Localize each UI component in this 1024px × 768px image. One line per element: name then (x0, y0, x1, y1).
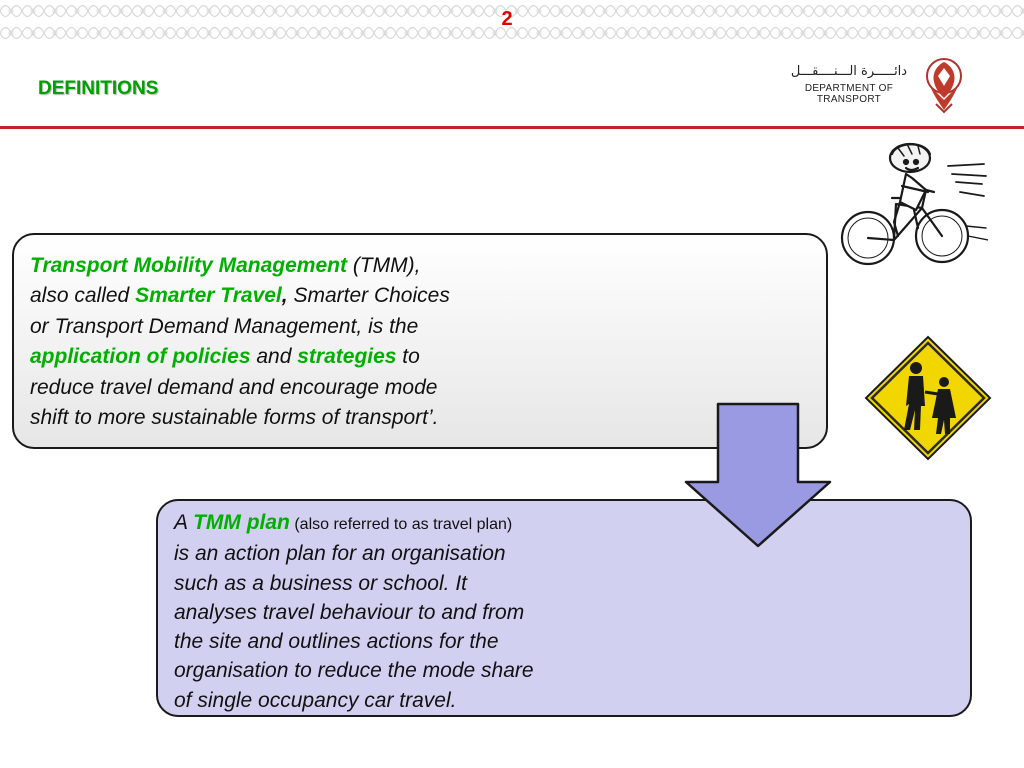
cyclist-illustration-icon (836, 136, 988, 278)
definition-text-part: Smarter Choices (287, 284, 450, 308)
logo (780, 64, 918, 105)
definition-text-part: , (281, 284, 288, 308)
definition-text-part: also called (30, 284, 136, 308)
pedestrian-crossing-sign-icon (862, 334, 994, 462)
plan-text-part: analyses travel behaviour to and from (174, 600, 525, 624)
plan-text-part: organisation to reduce the mode share (174, 659, 534, 683)
logo-english-text: DEPARTMENT OF TRANSPORT (804, 83, 894, 105)
tmm-plan-text (174, 508, 694, 715)
tmm-plan-box (156, 499, 972, 717)
smarter-travel-term: Smarter Travel (135, 284, 282, 308)
definition-text-part: reduce travel demand and encourage mode (30, 375, 438, 399)
abu-dhabi-crest-icon (922, 56, 966, 114)
down-arrow-icon (684, 402, 832, 550)
strategies-term: strategies (297, 345, 397, 369)
page-title: DEFINITIONS (38, 78, 159, 99)
plan-text-part: A (174, 511, 194, 534)
page-number: 2 (501, 8, 513, 30)
definition-text-part: to (396, 345, 420, 369)
plan-aside-text: (also referred to as travel plan) (289, 516, 513, 533)
definition-text-part: or Transport Demand Management, is the (30, 314, 419, 338)
tmm-term: Transport Mobility Management (30, 254, 347, 277)
application-of-policies-term: application of policies (30, 345, 251, 369)
plan-text-part: of single occupancy car travel. (174, 688, 457, 712)
definition-text (30, 251, 620, 433)
tmm-plan-term: TMM plan (193, 511, 290, 534)
plan-text-part: is an action plan for an organisation (174, 542, 506, 566)
logo-arabic-text: دائـــــرة الـــنــــقـــل (790, 64, 908, 79)
definition-text-part: and (250, 345, 298, 369)
header-divider (0, 126, 1024, 129)
definition-text-part: (TMM), (346, 254, 421, 277)
plan-text-part: such as a business or school. It (174, 571, 467, 595)
definition-text-part: shift to more sustainable forms of transport’. (30, 406, 439, 430)
plan-text-part: the site and outlines actions for the (174, 630, 499, 654)
